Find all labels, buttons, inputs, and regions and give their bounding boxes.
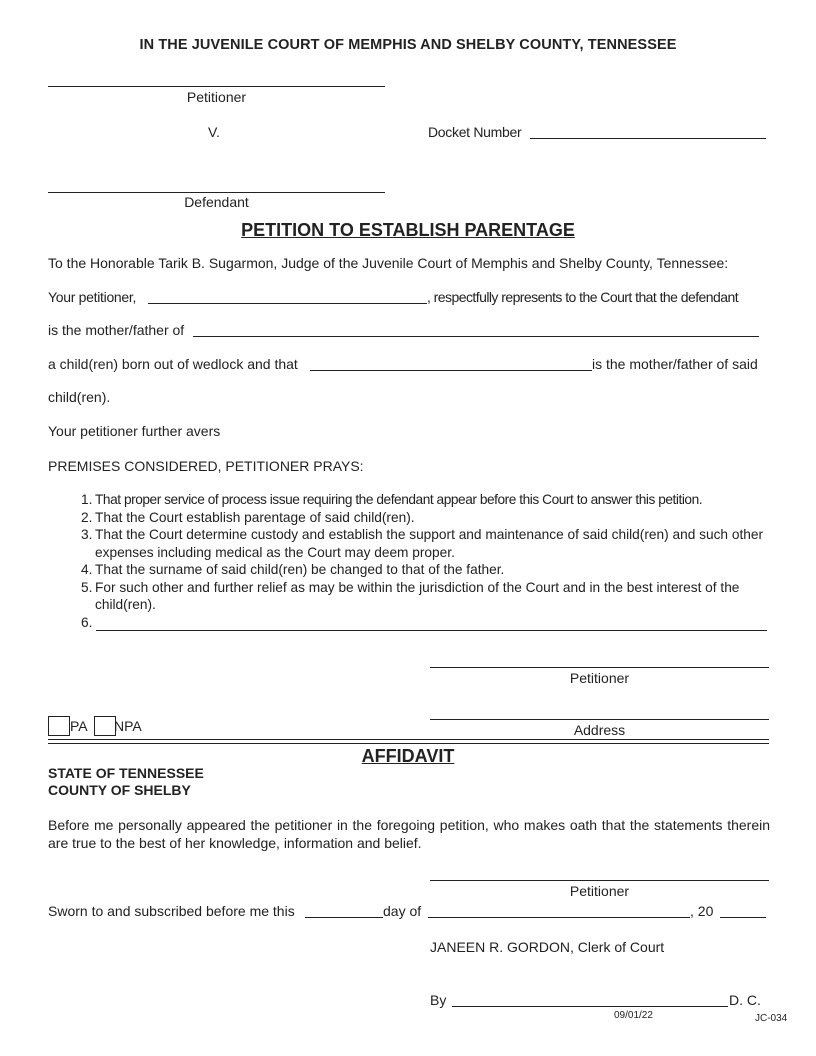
prays-heading: PREMISES CONSIDERED, PETITIONER PRAYS: xyxy=(48,458,364,474)
defendant-name-line[interactable] xyxy=(48,192,385,193)
line3-suffix: is the mother/father of said xyxy=(592,356,758,372)
prayer-4-text: That the surname of said child(ren) be changed to that of the father. xyxy=(95,562,505,577)
sworn-day-blank[interactable] xyxy=(305,917,383,918)
list-item-number: 5. xyxy=(81,579,93,595)
clerk-name: JANEEN R. GORDON, Clerk of Court xyxy=(430,939,665,955)
prayer-2-text: That the Court establish parentage of said child(ren). xyxy=(95,509,415,525)
versus-label: V. xyxy=(208,124,220,140)
list-item xyxy=(48,561,770,579)
form-number: JC-034 xyxy=(755,1013,788,1024)
prayer-5-text: For such other and further relief as may be within the jurisdiction of the Court and in the best interest of the child(ren). xyxy=(95,579,740,612)
list-item-number: 3. xyxy=(81,527,93,542)
pa-checkbox[interactable] xyxy=(48,716,70,736)
list-item-number: 1. xyxy=(81,492,93,507)
by-label: By xyxy=(430,992,447,1008)
affidavit-statement: Before me personally appeared the petitioner in the foregoing petition, who makes oath that the statements therein are true to the best of her knowledge, information and belief. xyxy=(48,817,770,851)
list-item xyxy=(48,579,770,614)
petitioner-name-line[interactable] xyxy=(48,86,385,87)
petitioner-signature-label: Petitioner xyxy=(569,670,630,686)
line1-suffix: , respectfully represents to the Court that the defendant xyxy=(427,289,739,305)
prayer-6-blank[interactable] xyxy=(95,614,770,632)
list-item xyxy=(48,614,770,632)
sworn-month-blank[interactable] xyxy=(428,917,690,918)
county-label: COUNTY OF SHELBY xyxy=(48,782,191,798)
list-item xyxy=(48,509,770,527)
sworn-prefix: Sworn to and subscribed before me this xyxy=(48,903,295,919)
list-item xyxy=(48,491,770,509)
petitioner-caption-label: Petitioner xyxy=(186,89,247,105)
line3-prefix: a child(ren) born out of wedlock and that xyxy=(48,356,298,372)
list-item-number: 2. xyxy=(81,509,93,525)
section-divider xyxy=(48,743,769,744)
docket-number-line[interactable] xyxy=(530,138,766,139)
affidavit-petitioner-line[interactable] xyxy=(430,880,769,881)
children-names-blank[interactable] xyxy=(193,336,759,337)
revision-date: 09/01/22 xyxy=(614,1010,653,1021)
prayer-6-line[interactable] xyxy=(96,630,767,631)
sworn-day-label: day of xyxy=(383,903,422,919)
prayer-3-text: That the Court determine custody and establish the support and maintenance of said child(ren) and such other expenses including medical as the Court may deem proper. xyxy=(95,527,764,560)
defendant-caption-label: Defendant xyxy=(184,194,249,210)
line4: child(ren). xyxy=(48,389,111,405)
pa-label: PA xyxy=(70,718,88,734)
address-line[interactable] xyxy=(430,719,769,720)
petitioner-name-blank[interactable] xyxy=(148,303,427,304)
docket-number-label: Docket Number xyxy=(428,124,522,140)
line2-prefix: is the mother/father of xyxy=(48,322,185,338)
list-item-number: 6. xyxy=(81,614,93,630)
parent-name-blank[interactable] xyxy=(310,370,592,371)
section-divider xyxy=(48,739,769,740)
address-label: Address xyxy=(573,722,626,738)
sworn-year-label: , 20 xyxy=(690,903,714,919)
court-heading: IN THE JUVENILE COURT OF MEMPHIS AND SHELBY COUNTY, TENNESSEE xyxy=(139,37,677,53)
document-title: PETITION TO ESTABLISH PARENTAGE xyxy=(241,220,575,240)
dc-label: D. C. xyxy=(729,992,761,1008)
salutation: To the Honorable Tarik B. Sugarmon, Judge of the Juvenile Court of Memphis and Shelby County, Tennessee: xyxy=(48,255,729,271)
npa-label: NPA xyxy=(114,718,142,734)
affidavit-petitioner-label: Petitioner xyxy=(569,883,630,899)
state-label: STATE OF TENNESSEE xyxy=(48,765,204,781)
line1-prefix: Your petitioner, xyxy=(48,289,137,305)
prayer-1-text: That proper service of process issue requiring the defendant appear before this Court to answer this petition. xyxy=(95,492,703,507)
deputy-clerk-signature-line[interactable] xyxy=(452,1006,728,1007)
sworn-year-blank[interactable] xyxy=(720,917,766,918)
npa-checkbox[interactable] xyxy=(94,716,116,736)
list-item-text xyxy=(95,491,770,509)
prayer-list xyxy=(48,491,770,631)
petitioner-signature-line[interactable] xyxy=(430,667,769,668)
list-item-number: 4. xyxy=(81,562,93,577)
avers-text: Your petitioner further avers xyxy=(48,423,221,439)
list-item xyxy=(48,526,770,561)
affidavit-title: AFFIDAVIT xyxy=(361,746,455,766)
